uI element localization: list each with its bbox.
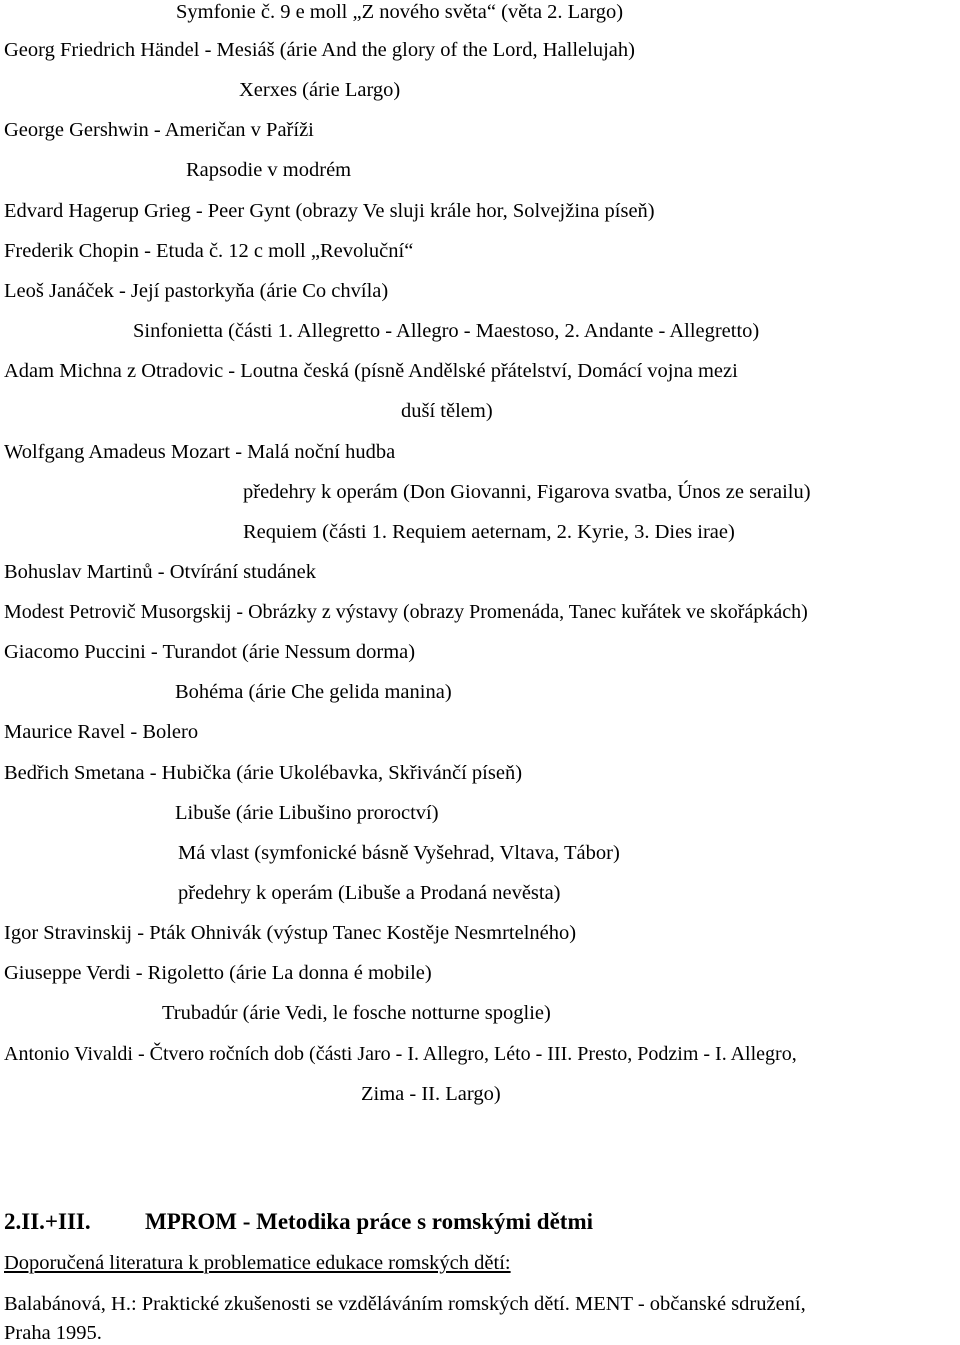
text-line: Trubadúr (árie Vedi, le fosche notturne spoglie) [162,1002,551,1024]
text-line: Modest Petrovič Musorgskij - Obrázky z výstavy (obrazy Promenáda, Tanec kuřátek ve skořápkách) [4,601,808,623]
literature-entry: Balabánová, H.: Praktické zkušenosti se vzděláváním romských dětí. MENT - občanské sdružení, [4,1293,806,1315]
text-line: předehry k operám (Libuše a Prodaná nevěsta) [178,882,561,904]
text-line: Bohéma (árie Che gelida manina) [175,681,452,703]
text-line: Bedřich Smetana - Hubička (árie Ukolébavka, Skřivánčí píseň) [4,762,523,784]
text-line: Má vlast (symfonické básně Vyšehrad, Vltava, Tábor) [178,842,620,864]
text-line: Adam Michna z Otradovic - Loutna česká (písně Andělské přátelství, Domácí vojna mezi [4,360,738,382]
text-line: předehry k operám (Don Giovanni, Figarova svatba, Únos ze serailu) [243,481,811,503]
text-line: Sinfonietta (části 1. Allegretto - Allegro - Maestoso, 2. Andante - Allegretto) [133,320,760,342]
text-line: Frederik Chopin - Etuda č. 12 c moll „Revoluční“ [4,240,414,262]
text-line: Symfonie č. 9 e moll „Z nového světa“ (věta 2. Largo) [176,1,624,23]
text-line: Bohuslav Martinů - Otvírání studánek [4,561,317,583]
text-line: Giuseppe Verdi - Rigoletto (árie La donna é mobile) [4,962,432,984]
text-line: Wolfgang Amadeus Mozart - Malá noční hudba [4,441,396,463]
text-line: Maurice Ravel - Bolero [4,721,199,743]
literature-entry-continued: Praha 1995. [4,1322,102,1344]
text-line: Leoš Janáček - Její pastorkyňa (árie Co chvíla) [4,280,389,302]
text-line: Antonio Vivaldi - Čtvero ročních dob (části Jaro - I. Allegro, Léto - III. Presto, Podzim - I. Allegro, [4,1043,797,1065]
text-line: Rapsodie v modrém [186,159,352,181]
text-line: Georg Friedrich Händel - Mesiáš (árie And the glory of the Lord, Hallelujah) [4,39,635,61]
text-line: Zima - II. Largo) [361,1083,501,1105]
section-number: 2.II.+III. [4,1209,91,1234]
text-line: Libuše (árie Libušino proroctví) [175,802,439,824]
section-title: MPROM - Metodika práce s romskými dětmi [145,1209,593,1234]
text-line: Requiem (části 1. Requiem aeternam, 2. Kyrie, 3. Dies irae) [243,521,735,543]
text-line: George Gershwin - Američan v Paříži [4,119,314,141]
text-line: Edvard Hagerup Grieg - Peer Gynt (obrazy Ve sluji krále hor, Solvejžina píseň) [4,200,655,222]
text-line: Xerxes (árie Largo) [239,79,401,101]
text-line: Giacomo Puccini - Turandot (árie Nessum dorma) [4,641,416,663]
text-line: Igor Stravinskij - Pták Ohnivák (výstup Tanec Kostěje Nesmrtelného) [4,922,577,944]
text-line: duší tělem) [401,400,493,422]
literature-heading: Doporučená literatura k problematice edukace romských dětí: [4,1252,511,1274]
